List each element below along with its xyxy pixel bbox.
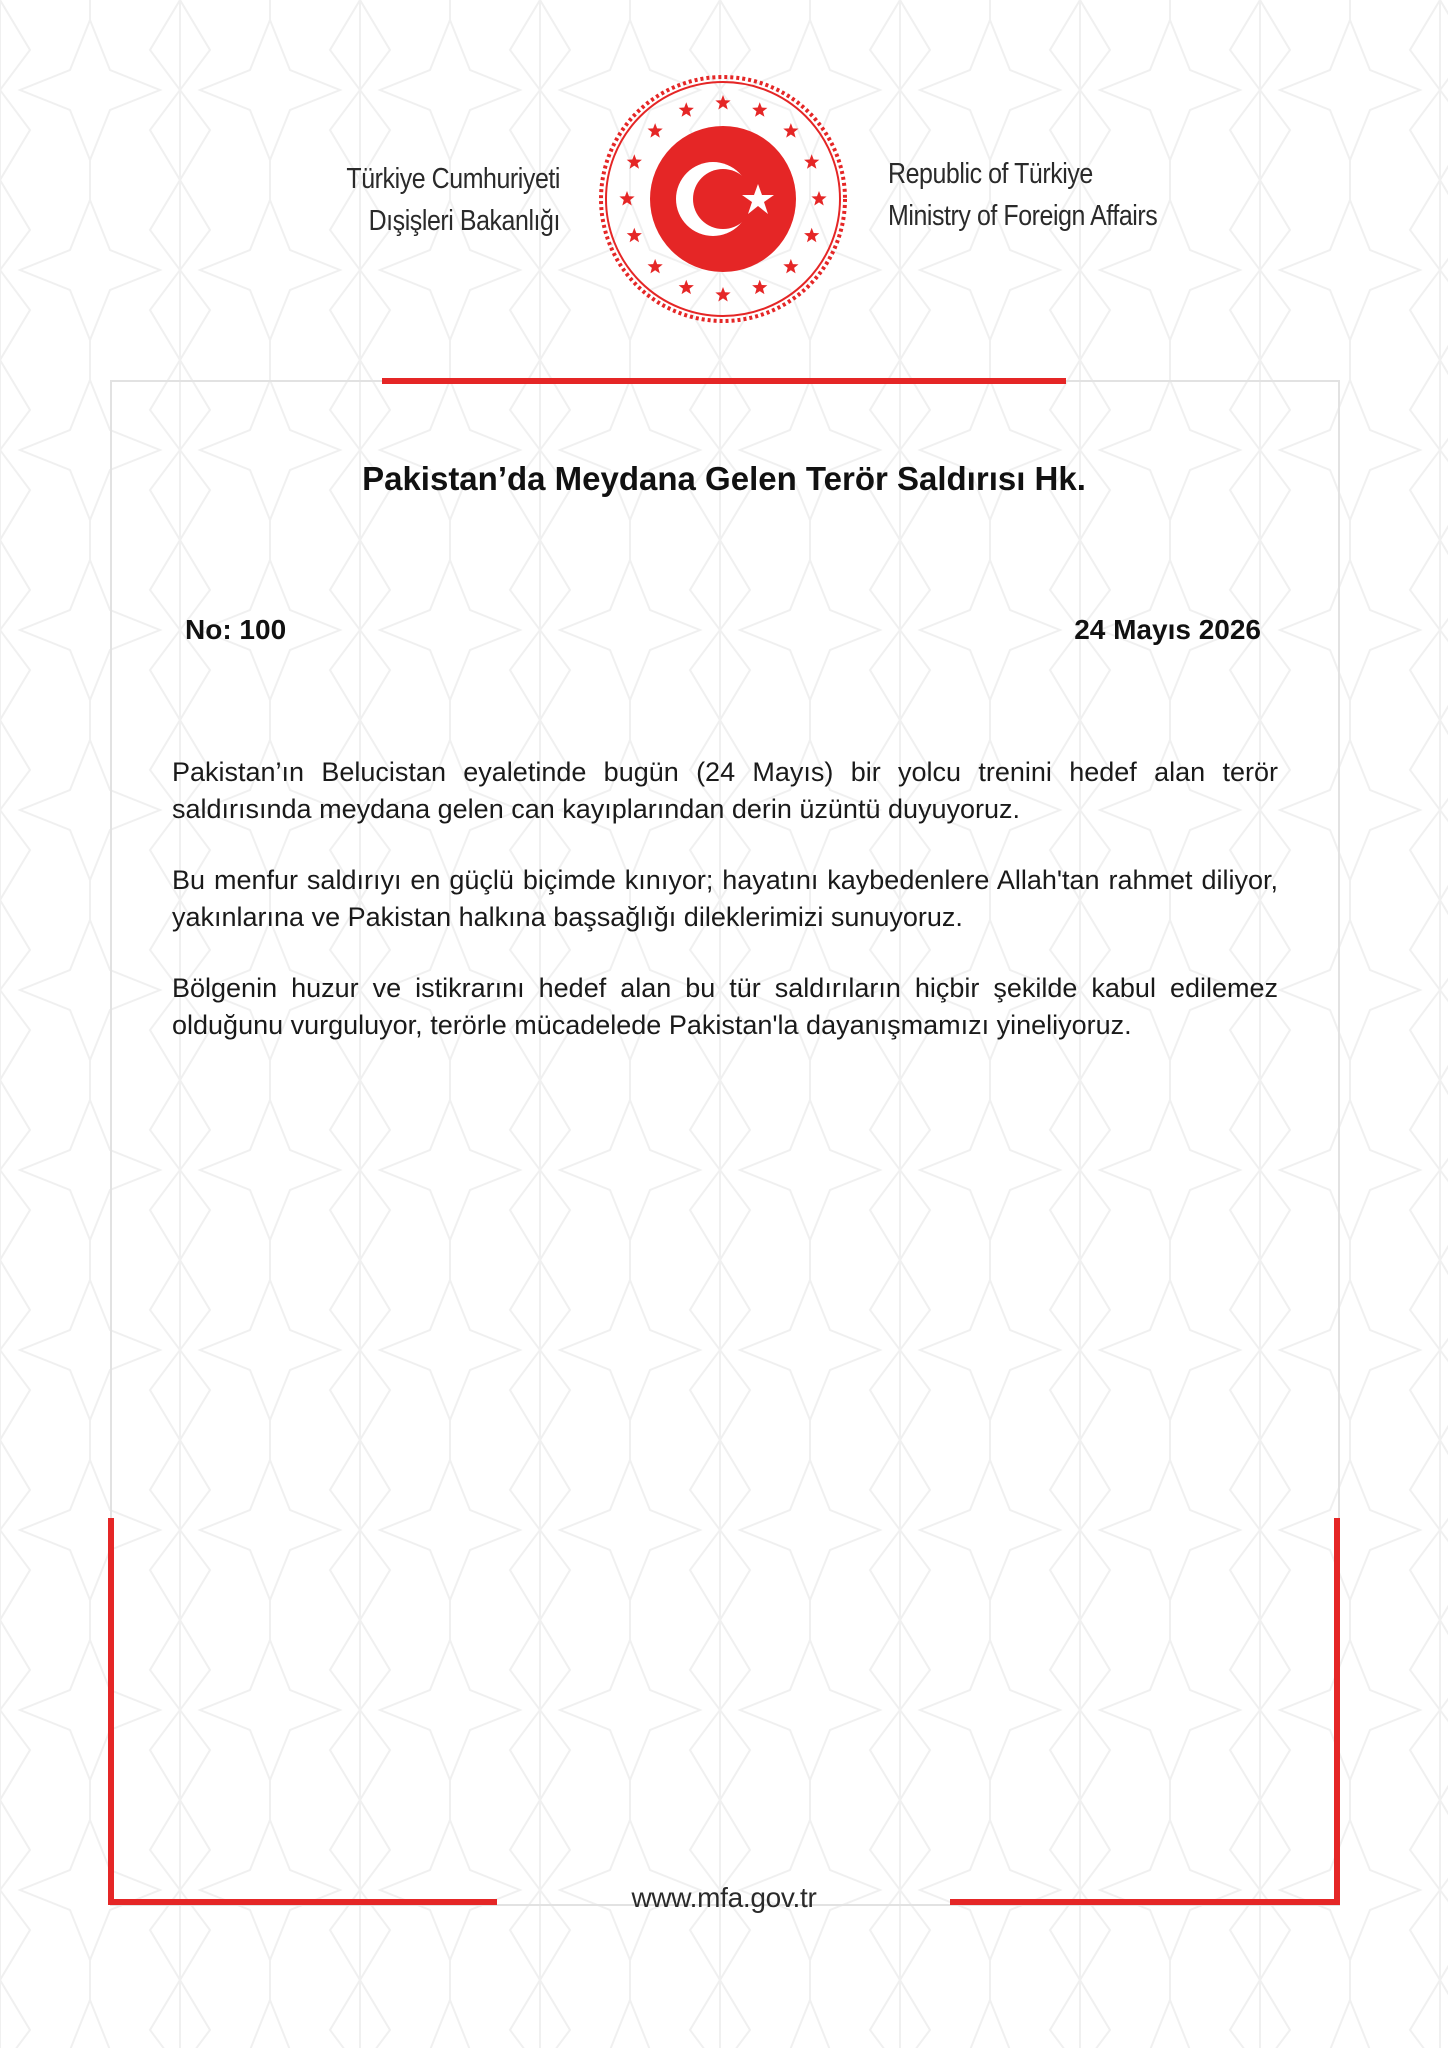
ministry-name-english — [888, 153, 1218, 237]
emblem-star-icon — [783, 123, 798, 137]
paragraph: Pakistan’ın Belucistan eyaletinde bugün (24 Mayıs) bir yolcu trenini hedef alan terör saldırısında meydana gelen can kayıplarından derin üzüntü duyuyoruz. — [172, 757, 1278, 824]
statement-body — [172, 754, 1278, 1078]
header-left-line2: Dışişleri Bakanlığı — [368, 205, 560, 237]
emblem-star-icon — [627, 228, 642, 242]
paragraph: Bu menfur saldırıyı en güçlü biçimde kınıyor; hayatını kaybedenlere Allah'tan rahmet diliyor, yakınlarına ve Pakistan halkına başsağlığı dileklerimizi sunuyoruz. — [172, 865, 1278, 932]
emblem-star-icon — [648, 123, 663, 137]
paragraph: Bölgenin huzur ve istikrarını hedef alan bu tür saldırıların hiçbir şekilde kabul edilemez olduğunu vurguluyor, terörle mücadelede Pakistan'la dayanışmamızı yineliyoruz. — [172, 973, 1278, 1040]
emblem-star-icon — [752, 280, 767, 294]
statement-date: 24 Mayıs 2026 — [1074, 614, 1261, 645]
emblem-star-icon — [811, 191, 826, 205]
bottom-right-red-rule — [950, 1899, 1340, 1905]
header-right-line2: Ministry of Foreign Affairs — [888, 200, 1158, 232]
left-red-bar — [108, 1518, 114, 1905]
statement-number: No: 100 — [185, 614, 287, 645]
emblem-star-icon — [804, 228, 819, 242]
emblem-star-icon — [715, 287, 730, 301]
emblem-star-icon — [679, 102, 694, 116]
bottom-left-red-rule — [108, 1899, 497, 1905]
emblem-star-icon — [679, 280, 694, 294]
emblem-star-icon — [619, 191, 634, 205]
emblem-star-icon — [648, 259, 663, 273]
page-title: Pakistan’da Meydana Gelen Terör Saldırısı Hk. — [362, 460, 1086, 497]
crescent-star-emblem-icon — [596, 72, 850, 326]
emblem-star-icon — [783, 259, 798, 273]
emblem-star-icon — [715, 95, 730, 109]
emblem-star-icon — [804, 154, 819, 168]
ministry-name-turkish — [300, 158, 560, 242]
footer-website-link[interactable]: www.mfa.gov.tr — [631, 1882, 817, 1913]
page-frame — [110, 380, 1340, 1906]
header-left-line1: Türkiye Cumhuriyeti — [346, 163, 560, 195]
emblem-star-icon — [627, 154, 642, 168]
emblem-star-icon — [752, 102, 767, 116]
right-red-bar — [1334, 1518, 1340, 1905]
top-red-rule — [382, 378, 1066, 384]
header-right-line1: Republic of Türkiye — [888, 158, 1093, 190]
